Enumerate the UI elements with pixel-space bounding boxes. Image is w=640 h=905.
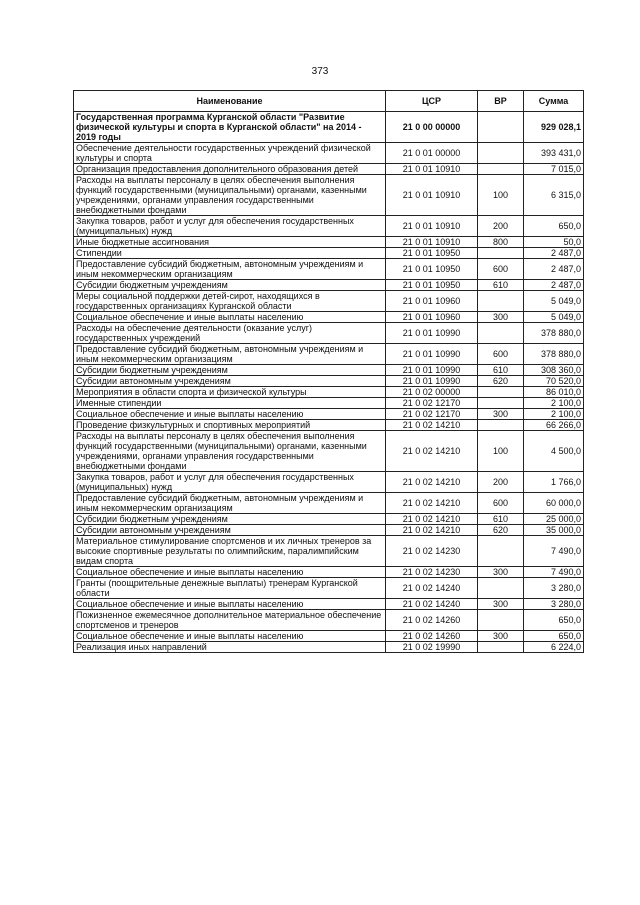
name-cell: Предоставление субсидий бюджетным, автономным учреждениям и иным некоммерческим организациям	[74, 259, 386, 280]
vr-cell: 300	[478, 567, 524, 578]
csr-cell: 21 0 01 10910	[386, 175, 478, 216]
vr-cell	[478, 387, 524, 398]
header-vr: ВР	[478, 91, 524, 112]
vr-cell	[478, 398, 524, 409]
vr-cell	[478, 143, 524, 164]
table-row	[74, 259, 584, 280]
sum-cell: 650,0	[524, 610, 584, 631]
name-cell: Государственная программа Курганской области "Развитие физической культуры и спорта в Курганской области" на 2014 - 2019 годы	[74, 112, 386, 143]
table-row	[74, 237, 584, 248]
vr-cell	[478, 291, 524, 312]
name-cell: Социальное обеспечение и иные выплаты населению	[74, 599, 386, 610]
vr-cell: 100	[478, 175, 524, 216]
sum-cell: 2 487,0	[524, 259, 584, 280]
name-cell: Субсидии бюджетным учреждениям	[74, 365, 386, 376]
sum-cell: 5 049,0	[524, 291, 584, 312]
sum-cell: 5 049,0	[524, 312, 584, 323]
table-row	[74, 420, 584, 431]
vr-cell	[478, 420, 524, 431]
vr-cell: 300	[478, 599, 524, 610]
csr-cell: 21 0 02 12170	[386, 409, 478, 420]
sum-cell: 66 266,0	[524, 420, 584, 431]
vr-cell: 300	[478, 409, 524, 420]
sum-cell: 929 028,1	[524, 112, 584, 143]
sum-cell: 70 520,0	[524, 376, 584, 387]
sum-cell: 2 100,0	[524, 398, 584, 409]
table-row	[74, 216, 584, 237]
vr-cell	[478, 323, 524, 344]
name-cell: Закупка товаров, работ и услуг для обеспечения государственных (муниципальных) нужд	[74, 472, 386, 493]
csr-cell: 21 0 02 14230	[386, 536, 478, 567]
sum-cell: 7 015,0	[524, 164, 584, 175]
name-cell: Стипендии	[74, 248, 386, 259]
name-cell: Субсидии бюджетным учреждениям	[74, 514, 386, 525]
vr-cell	[478, 642, 524, 653]
table-row	[74, 291, 584, 312]
vr-cell: 610	[478, 514, 524, 525]
table-header	[74, 91, 584, 112]
header-row	[74, 91, 584, 112]
csr-cell: 21 0 02 14240	[386, 578, 478, 599]
sum-cell: 1 766,0	[524, 472, 584, 493]
sum-cell: 2 100,0	[524, 409, 584, 420]
csr-cell: 21 0 02 14230	[386, 567, 478, 578]
table-row	[74, 409, 584, 420]
sum-cell: 6 315,0	[524, 175, 584, 216]
csr-cell: 21 0 01 10950	[386, 259, 478, 280]
csr-cell: 21 0 02 14240	[386, 599, 478, 610]
vr-cell: 600	[478, 493, 524, 514]
header-name: Наименование	[74, 91, 386, 112]
header-sum: Сумма	[524, 91, 584, 112]
vr-cell: 800	[478, 237, 524, 248]
csr-cell: 21 0 02 12170	[386, 398, 478, 409]
sum-cell: 4 500,0	[524, 431, 584, 472]
vr-cell: 300	[478, 631, 524, 642]
sum-cell: 25 000,0	[524, 514, 584, 525]
vr-cell	[478, 578, 524, 599]
table-row	[74, 431, 584, 472]
csr-cell: 21 0 02 14260	[386, 631, 478, 642]
sum-cell: 378 880,0	[524, 344, 584, 365]
sum-cell: 308 360,0	[524, 365, 584, 376]
name-cell: Расходы на выплаты персоналу в целях обеспечения выполнения функций государственными (муниципальными) органами, казенными учреждениями, органами управления государственными внебюджетными фондами	[74, 431, 386, 472]
name-cell: Мероприятия в области спорта и физической культуры	[74, 387, 386, 398]
table-row	[74, 514, 584, 525]
vr-cell: 600	[478, 344, 524, 365]
table-row	[74, 376, 584, 387]
table-row	[74, 248, 584, 259]
sum-cell: 393 431,0	[524, 143, 584, 164]
sum-cell: 3 280,0	[524, 599, 584, 610]
csr-cell: 21 0 02 00000	[386, 387, 478, 398]
name-cell: Субсидии автономным учреждениям	[74, 376, 386, 387]
name-cell: Материальное стимулирование спортсменов и их личных тренеров за высокие спортивные результаты по олимпийским, паралимпийским видам спорта	[74, 536, 386, 567]
page-number: 373	[311, 66, 329, 77]
sum-cell: 7 490,0	[524, 536, 584, 567]
table-row	[74, 599, 584, 610]
name-cell: Обеспечение деятельности государственных учреждений физической культуры и спорта	[74, 143, 386, 164]
csr-cell: 21 0 02 14210	[386, 420, 478, 431]
name-cell: Социальное обеспечение и иные выплаты населению	[74, 409, 386, 420]
table-row	[74, 312, 584, 323]
vr-cell: 300	[478, 312, 524, 323]
csr-cell: 21 0 01 10950	[386, 248, 478, 259]
table-row	[74, 567, 584, 578]
csr-cell: 21 0 01 10960	[386, 291, 478, 312]
table-row	[74, 578, 584, 599]
sum-cell: 2 487,0	[524, 280, 584, 291]
vr-cell: 610	[478, 365, 524, 376]
name-cell: Закупка товаров, работ и услуг для обеспечения государственных (муниципальных) нужд	[74, 216, 386, 237]
name-cell: Предоставление субсидий бюджетным, автономным учреждениям и иным некоммерческим организациям	[74, 344, 386, 365]
vr-cell: 610	[478, 280, 524, 291]
table-row	[74, 143, 584, 164]
csr-cell: 21 0 01 10950	[386, 280, 478, 291]
csr-cell: 21 0 02 14210	[386, 514, 478, 525]
csr-cell: 21 0 02 14210	[386, 525, 478, 536]
name-cell: Меры социальной поддержки детей-сирот, находящихся в государственных организациях Курганской области	[74, 291, 386, 312]
sum-cell: 60 000,0	[524, 493, 584, 514]
name-cell: Пожизненное ежемесячное дополнительное материальное обеспечение спортсменов и тренеров	[74, 610, 386, 631]
table-row	[74, 642, 584, 653]
csr-cell: 21 0 01 00000	[386, 143, 478, 164]
sum-cell: 650,0	[524, 631, 584, 642]
table-row	[74, 387, 584, 398]
name-cell: Социальное обеспечение и иные выплаты населению	[74, 631, 386, 642]
vr-cell: 100	[478, 431, 524, 472]
table-row	[74, 536, 584, 567]
csr-cell: 21 0 02 14210	[386, 493, 478, 514]
csr-cell: 21 0 01 10960	[386, 312, 478, 323]
csr-cell: 21 0 02 14260	[386, 610, 478, 631]
table-row	[74, 175, 584, 216]
name-cell: Расходы на обеспечение деятельности (оказание услуг) государственных учреждений	[74, 323, 386, 344]
csr-cell: 21 0 01 10990	[386, 376, 478, 387]
name-cell: Расходы на выплаты персоналу в целях обеспечения выполнения функций государственными (муниципальными) органами, казенными учреждениями, органами управления государственными внебюджетными фондами	[74, 175, 386, 216]
name-cell: Субсидии бюджетным учреждениям	[74, 280, 386, 291]
table-body	[74, 112, 584, 653]
name-cell: Иные бюджетные ассигнования	[74, 237, 386, 248]
vr-cell	[478, 248, 524, 259]
csr-cell: 21 0 01 10910	[386, 237, 478, 248]
table-row	[74, 323, 584, 344]
name-cell: Именные стипендии	[74, 398, 386, 409]
sum-cell: 2 487,0	[524, 248, 584, 259]
sum-cell: 6 224,0	[524, 642, 584, 653]
budget-table	[73, 90, 584, 653]
vr-cell	[478, 164, 524, 175]
name-cell: Организация предоставления дополнительного образования детей	[74, 164, 386, 175]
csr-cell: 21 0 01 10990	[386, 323, 478, 344]
vr-cell: 200	[478, 472, 524, 493]
vr-cell	[478, 610, 524, 631]
vr-cell	[478, 536, 524, 567]
csr-cell: 21 0 00 00000	[386, 112, 478, 143]
table-row	[74, 631, 584, 642]
vr-cell: 620	[478, 376, 524, 387]
sum-cell: 86 010,0	[524, 387, 584, 398]
csr-cell: 21 0 02 14210	[386, 472, 478, 493]
vr-cell	[478, 112, 524, 143]
table-row	[74, 112, 584, 143]
csr-cell: 21 0 01 10990	[386, 344, 478, 365]
csr-cell: 21 0 01 10990	[386, 365, 478, 376]
name-cell: Социальное обеспечение и иные выплаты населению	[74, 567, 386, 578]
name-cell: Предоставление субсидий бюджетным, автономным учреждениям и иным некоммерческим организациям	[74, 493, 386, 514]
name-cell: Реализация иных направлений	[74, 642, 386, 653]
table-row	[74, 164, 584, 175]
name-cell: Субсидии автономным учреждениям	[74, 525, 386, 536]
name-cell: Гранты (поощрительные денежные выплаты) тренерам Курганской области	[74, 578, 386, 599]
csr-cell: 21 0 02 14210	[386, 431, 478, 472]
table-row	[74, 493, 584, 514]
table-row	[74, 365, 584, 376]
sum-cell: 35 000,0	[524, 525, 584, 536]
table-row	[74, 610, 584, 631]
vr-cell: 200	[478, 216, 524, 237]
table-row	[74, 398, 584, 409]
table-row	[74, 472, 584, 493]
sum-cell: 3 280,0	[524, 578, 584, 599]
header-csr: ЦСР	[386, 91, 478, 112]
csr-cell: 21 0 01 10910	[386, 164, 478, 175]
name-cell: Проведение физкультурных и спортивных мероприятий	[74, 420, 386, 431]
name-cell: Социальное обеспечение и иные выплаты населению	[74, 312, 386, 323]
sum-cell: 378 880,0	[524, 323, 584, 344]
csr-cell: 21 0 02 19990	[386, 642, 478, 653]
table-row	[74, 280, 584, 291]
sum-cell: 50,0	[524, 237, 584, 248]
sum-cell: 650,0	[524, 216, 584, 237]
table-row	[74, 344, 584, 365]
vr-cell: 620	[478, 525, 524, 536]
vr-cell: 600	[478, 259, 524, 280]
csr-cell: 21 0 01 10910	[386, 216, 478, 237]
table-row	[74, 525, 584, 536]
sum-cell: 7 490,0	[524, 567, 584, 578]
